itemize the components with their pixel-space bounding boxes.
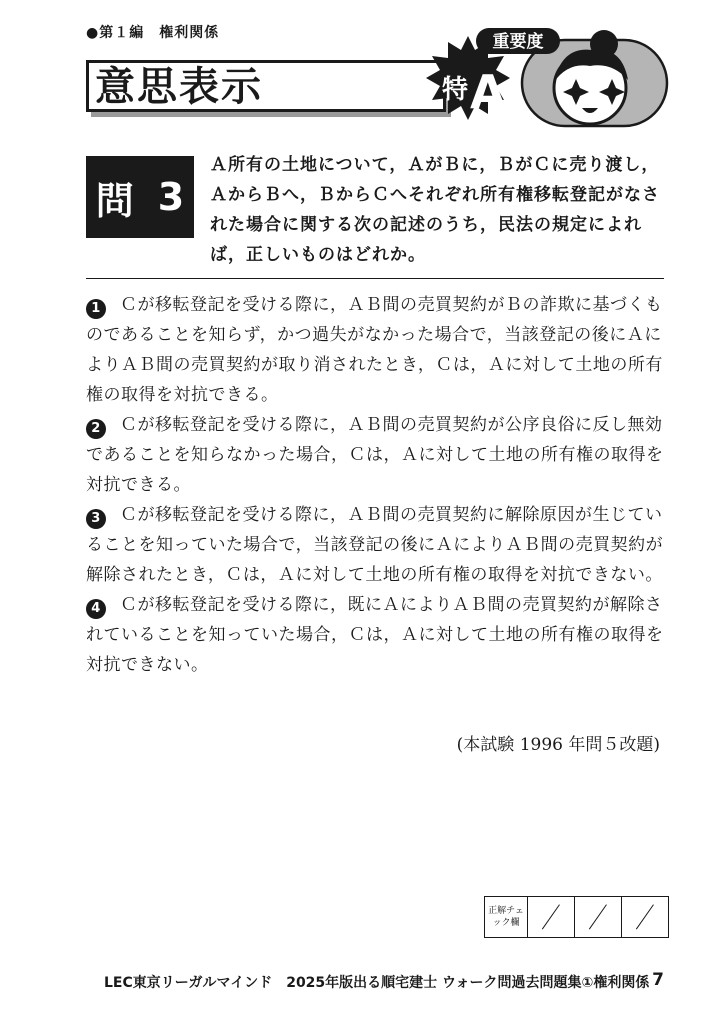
- choice-3: [86, 500, 666, 590]
- page-title: 意思表示: [95, 64, 263, 110]
- slash-icon: [589, 904, 607, 929]
- choice-text: Ｃが移転登記を受ける際に，ＡＢ間の売買契約に解除原因が生じていることを知っていた場合で，当該登記の後にＡによりＡＢ間の売買契約が解除されたとき，Ｃは，Ａに対して土地の所有権の取得を対抗できない。: [86, 505, 664, 585]
- choice-number-icon: 4: [86, 599, 106, 619]
- check-cell-1[interactable]: [528, 897, 575, 938]
- choice-4: [86, 590, 666, 680]
- question-number: 3: [157, 175, 185, 219]
- source-citation: (本試験 1996 年問５改題): [456, 735, 660, 755]
- slash-icon: [542, 904, 560, 929]
- rank-letter: A: [470, 65, 506, 119]
- choice-text: Ｃが移転登記を受ける際に，ＡＢ間の売買契約が公序良俗に反し無効であることを知らなかった場合，Ｃは，Ａに対して土地の所有権の取得を対抗できる。: [86, 415, 664, 495]
- question-number-box: [86, 156, 194, 238]
- choice-1: [86, 290, 666, 410]
- question-label: 問: [95, 178, 134, 223]
- check-cell-3[interactable]: [622, 897, 669, 938]
- choice-2: [86, 410, 666, 500]
- section-header: ●第１編 権利関係: [86, 25, 220, 41]
- page-number: 7: [652, 970, 664, 990]
- divider: [86, 278, 664, 279]
- choice-text: Ｃが移転登記を受ける際に，ＡＢ間の売買契約がＢの詐欺に基づくものであることを知らず，かつ過失がなかった場合で，当該登記の後にＡによりＡＢ間の売買契約が取り消されたとき，Ｃは，Ａに対して土地の所有権の取得を対抗できる。: [86, 295, 663, 405]
- title-box: [86, 60, 446, 112]
- slash-icon: [636, 904, 654, 929]
- choice-number-icon: 1: [86, 299, 106, 319]
- choice-list: [86, 290, 666, 680]
- answer-check-table: [484, 896, 669, 938]
- importance-label: 重要度: [492, 32, 544, 52]
- rank-prefix: 特: [442, 75, 469, 105]
- check-label: 正解チェック欄: [485, 897, 528, 938]
- question-text: Ａ所有の土地について，ＡがＢに，ＢがＣに売り渡し，ＡからＢへ，ＢからＣへそれぞれ所有権移転登記がなされた場合に関する次の記述のうち，民法の規定によれば，正しいものはどれか。: [210, 155, 660, 265]
- importance-badge: [422, 22, 672, 132]
- choice-number-icon: 3: [86, 509, 106, 529]
- footer-text: LEC東京リーガルマインド 2025年版出る順宅建士 ウォーク問過去問題集①権利関係: [104, 975, 650, 991]
- choice-number-icon: 2: [86, 419, 106, 439]
- choice-text: Ｃが移転登記を受ける際に，既にＡによりＡＢ間の売買契約が解除されていることを知っていた場合，Ｃは，Ａに対して土地の所有権の取得を対抗できない。: [86, 595, 664, 675]
- check-cell-2[interactable]: [575, 897, 622, 938]
